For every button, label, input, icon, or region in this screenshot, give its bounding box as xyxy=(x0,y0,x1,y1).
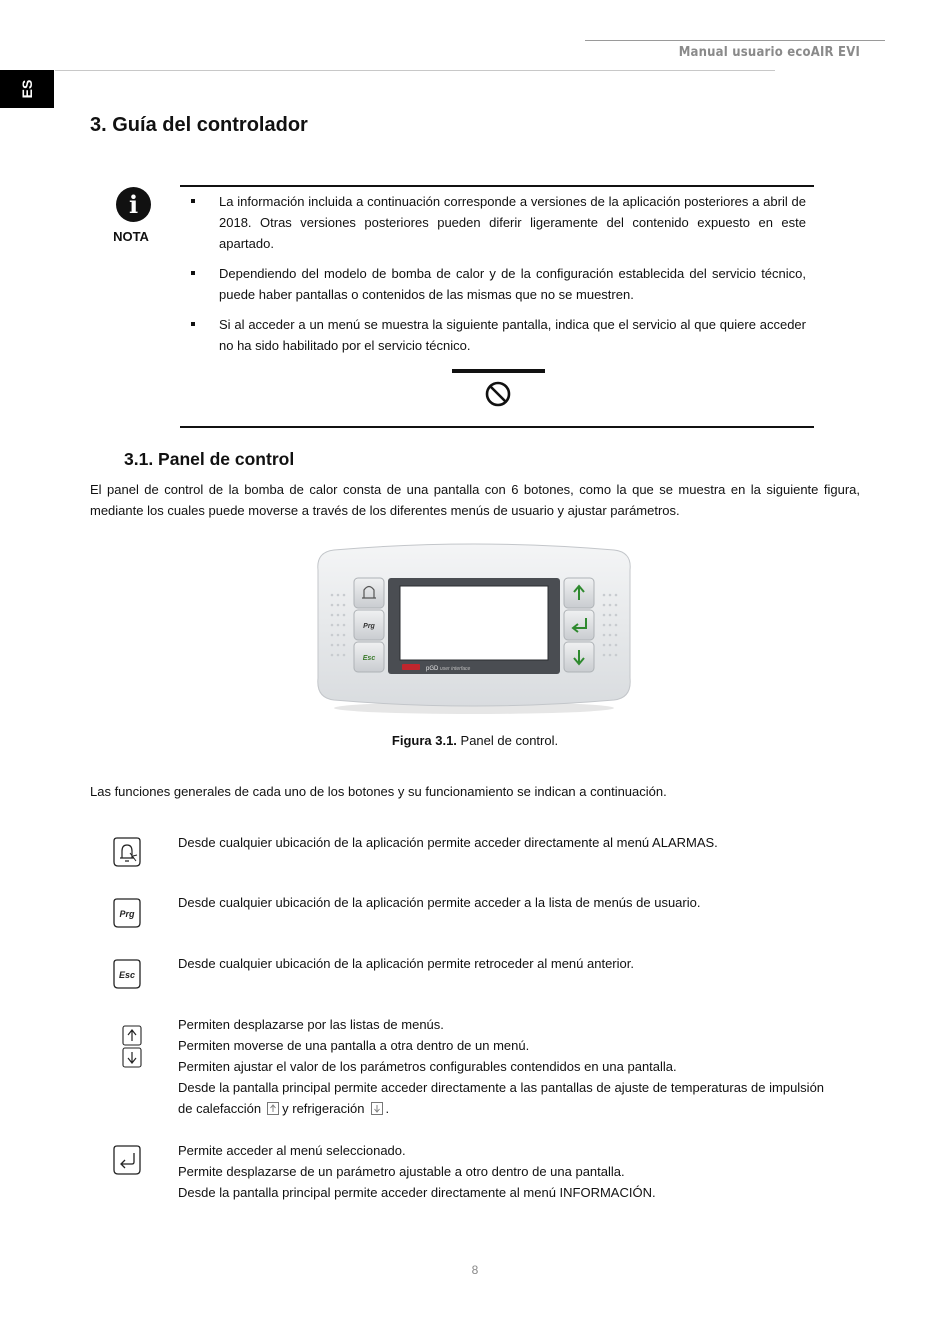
svg-text:Prg: Prg xyxy=(363,623,375,630)
function-line: Permite acceder al menú seleccionado. xyxy=(178,1143,406,1158)
svg-text:pGD: pGD xyxy=(426,666,439,672)
note-item: La información incluida a continuación corresponde a versiones de la aplicación posteriores a abril de 2018. Otras versiones posteriores pueden diferir ligeramente del contenido expuesto en este apartado. xyxy=(182,191,806,254)
functions-intro: Las funciones generales de cada uno de los botones y su funcionamiento se indican a continuación. xyxy=(90,784,667,799)
function-line-last xyxy=(178,1098,843,1119)
esc-icon xyxy=(110,957,144,991)
enter-icon xyxy=(110,1143,144,1177)
header-rule-bottom xyxy=(55,70,775,71)
note-item: Si al acceder a un menú se muestra la siguiente pantalla, indica que el servicio al que quiere acceder no ha sido habilitado por el servicio técnico. xyxy=(182,314,806,356)
function-line: Desde cualquier ubicación de la aplicación permite acceder a la lista de menús de usuario. xyxy=(178,895,701,910)
intro-paragraph: El panel de control de la bomba de calor consta de una pantalla con 6 botones, como la que se muestra en la siguiente figura, mediante los cuales puede moverse a través de los diferentes menús de usuario y ajustar parámetros. xyxy=(90,482,860,518)
blocked-screen-bar xyxy=(452,369,545,373)
function-prg-text xyxy=(178,892,843,913)
note-label: NOTA xyxy=(113,229,149,244)
line-end: . xyxy=(385,1101,390,1116)
function-line: Desde cualquier ubicación de la aplicación permite acceder directamente al menú ALARMAS. xyxy=(178,835,718,850)
alarm-bell-icon xyxy=(110,835,144,869)
svg-text:user interface: user interface xyxy=(440,666,471,672)
function-esc-text xyxy=(178,953,843,974)
function-line: Permiten ajustar el valor de los parámetros configurables contendidos en una pantalla. xyxy=(178,1059,677,1074)
language-tab xyxy=(0,70,54,108)
function-alarm-text xyxy=(178,832,843,853)
prg-icon xyxy=(110,896,144,930)
cooling-label: y refrigeración xyxy=(282,1101,365,1116)
subsection-title: 3.1. Panel de control xyxy=(124,449,295,469)
header-rule-top xyxy=(585,40,885,41)
note-item: Dependiendo del modelo de bomba de calor y de la configuración establecida del servicio técnico, puede haber pantallas o contenidos de las mismas que no se muestren. xyxy=(182,263,806,305)
heating-label: de calefacción xyxy=(178,1101,262,1116)
function-line: Permiten desplazarse por las listas de menús. xyxy=(178,1017,444,1032)
info-icon: i xyxy=(116,187,151,222)
function-line: Desde la pantalla principal permite acceder directamente a las pantallas de ajuste de temperaturas de impulsión xyxy=(178,1080,825,1095)
svg-text:Esc: Esc xyxy=(118,970,136,980)
note-rule-top xyxy=(180,185,814,187)
function-line: Permite desplazarse de un parámetro ajustable a otro dentro de una pantalla. xyxy=(178,1164,625,1179)
function-arrows-text xyxy=(178,1014,843,1119)
page-number: 8 xyxy=(471,1263,479,1277)
note-list xyxy=(182,191,806,365)
note-rule-bottom xyxy=(180,426,814,428)
control-panel-image xyxy=(314,540,634,715)
figure-caption-label: Figura 3.1. xyxy=(391,733,457,748)
function-line: Desde la pantalla principal permite acceder directamente al menú INFORMACIÓN. xyxy=(178,1185,656,1200)
language-tab-label: ES xyxy=(19,79,35,99)
down-arrow-small-icon xyxy=(371,1102,383,1115)
function-line: Permiten moverse de una pantalla a otra dentro de un menú. xyxy=(178,1038,530,1053)
section-title: 3. Guía del controlador xyxy=(90,114,308,136)
header-title: Manual usuario ecoAIR EVI xyxy=(678,45,860,60)
figure-caption xyxy=(0,733,950,748)
function-enter-text xyxy=(178,1140,843,1203)
svg-text:Prg: Prg xyxy=(119,909,135,919)
up-down-arrows-icon xyxy=(122,1025,142,1069)
svg-text:Esc: Esc xyxy=(362,655,376,662)
prohibited-icon xyxy=(484,380,512,408)
up-arrow-small-icon xyxy=(267,1102,279,1115)
figure-caption-text: Panel de control. xyxy=(456,733,559,748)
function-line: Desde cualquier ubicación de la aplicación permite retroceder al menú anterior. xyxy=(178,956,634,971)
